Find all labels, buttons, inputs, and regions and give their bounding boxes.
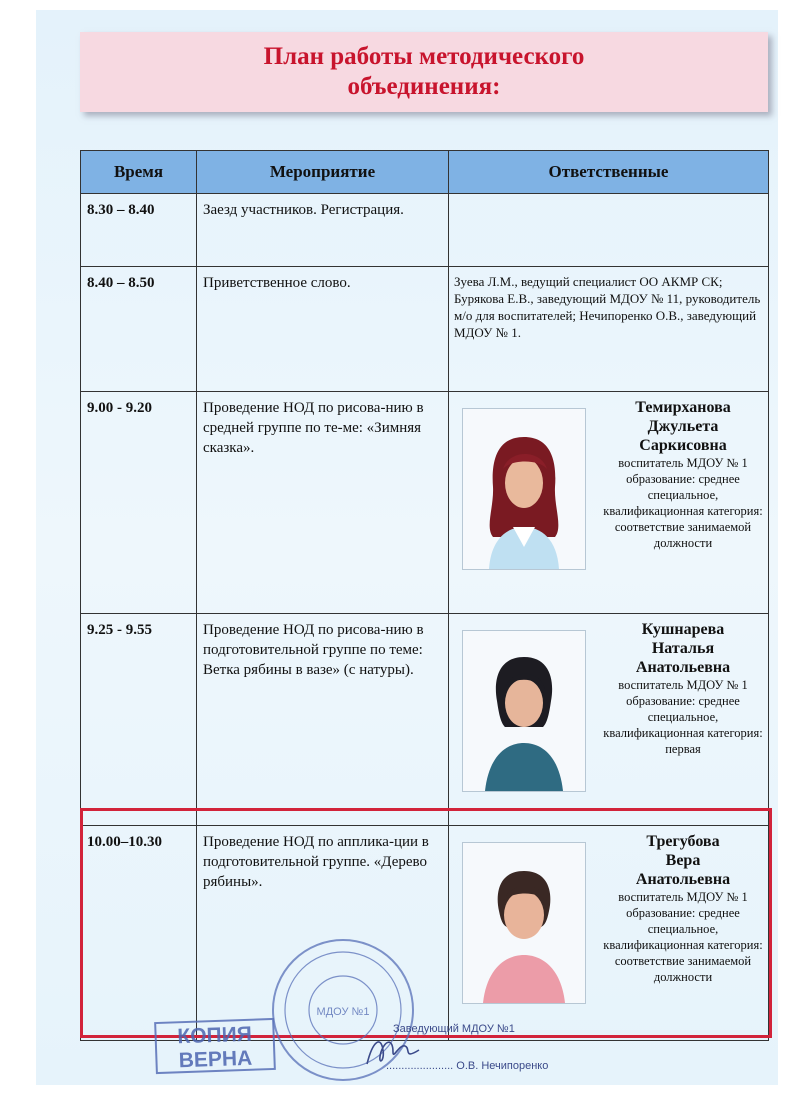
time-cell: 9.25 - 9.55 bbox=[81, 614, 197, 826]
person-details: воспитатель МДОУ № 1 образование: среднее специальное, квалификационная категория: соответствие занимаемой должности bbox=[603, 890, 763, 984]
signer-name: ...................... О.В. Нечипоренко bbox=[386, 1060, 549, 1072]
person-first-name: Вера bbox=[665, 852, 701, 869]
table-row bbox=[81, 267, 769, 392]
person-patronymic: Анатольевна bbox=[635, 659, 731, 676]
responsible-cell bbox=[449, 826, 769, 1041]
time-cell: 8.40 – 8.50 bbox=[81, 267, 197, 392]
person-surname: Кушнарева bbox=[641, 621, 725, 638]
seal-label: МДОУ №1 bbox=[316, 1006, 370, 1018]
table-row bbox=[81, 614, 769, 826]
event-cell: Проведение НОД по рисова-нию в подготовительной группе по теме: Ветка рябины в вазе» (с натуры). bbox=[197, 614, 449, 826]
schedule-table bbox=[80, 150, 769, 1041]
copy-verified-stamp bbox=[154, 1018, 276, 1074]
person-first-name: Наталья bbox=[651, 640, 715, 657]
person-surname: Трегубова bbox=[646, 833, 720, 850]
event-cell: Приветственное слово. bbox=[197, 267, 449, 392]
header-responsible: Ответственные bbox=[449, 151, 769, 194]
responsible-cell: Зуева Л.М., ведущий специалист ОО АКМР СК; Бурякова Е.В., заведующий МДОУ № 11, руководитель м/о для воспитателей; Нечипоренко О.В., заведующий МДОУ № 1. bbox=[449, 267, 769, 392]
responsible-cell bbox=[449, 194, 769, 267]
signer-role: Заведующий МДОУ №1 bbox=[393, 1023, 515, 1035]
table-row bbox=[81, 194, 769, 267]
event-cell: Проведение НОД по рисова-нию в средней группе по те-ме: «Зимняя сказка». bbox=[197, 392, 449, 614]
table-row bbox=[81, 392, 769, 614]
page-title bbox=[80, 32, 768, 102]
person-details: воспитатель МДОУ № 1 образование: среднее специальное, квалификационная категория: соответствие занимаемой должности bbox=[603, 456, 763, 550]
responsible-cell bbox=[449, 392, 769, 614]
person-info bbox=[603, 832, 763, 985]
person-surname: Темирханова bbox=[635, 399, 731, 416]
table-row bbox=[81, 826, 769, 1041]
time-cell: 8.30 – 8.40 bbox=[81, 194, 197, 267]
person-patronymic: Саркисовна bbox=[639, 437, 727, 454]
portrait-photo bbox=[462, 630, 586, 792]
title-banner bbox=[80, 32, 768, 112]
stamp-line-1: КОПИЯ bbox=[177, 1022, 253, 1049]
person-patronymic: Анатольевна bbox=[635, 871, 731, 888]
event-cell: Заезд участников. Регистрация. bbox=[197, 194, 449, 267]
event-cell: Проведение НОД по апплика-ции в подготовительной группе. «Дерево рябины». bbox=[197, 826, 449, 1041]
person-details: воспитатель МДОУ № 1 образование: среднее специальное, квалификационная категория: первая bbox=[603, 678, 763, 756]
portrait-photo bbox=[462, 842, 586, 1004]
person-first-name: Джульета bbox=[647, 418, 719, 435]
person-info bbox=[603, 620, 763, 757]
portrait-photo bbox=[462, 408, 586, 570]
time-cell: 9.00 - 9.20 bbox=[81, 392, 197, 614]
time-cell: 10.00–10.30 bbox=[81, 826, 197, 1041]
header-time: Время bbox=[81, 151, 197, 194]
responsible-cell bbox=[449, 614, 769, 826]
person-info bbox=[603, 398, 763, 551]
header-event: Мероприятие bbox=[197, 151, 449, 194]
table-header-row bbox=[81, 151, 769, 194]
title-line-2: объединения: bbox=[347, 73, 501, 100]
title-line-1: План работы методического bbox=[263, 43, 585, 70]
stamp-line-2: ВЕРНА bbox=[178, 1046, 253, 1073]
